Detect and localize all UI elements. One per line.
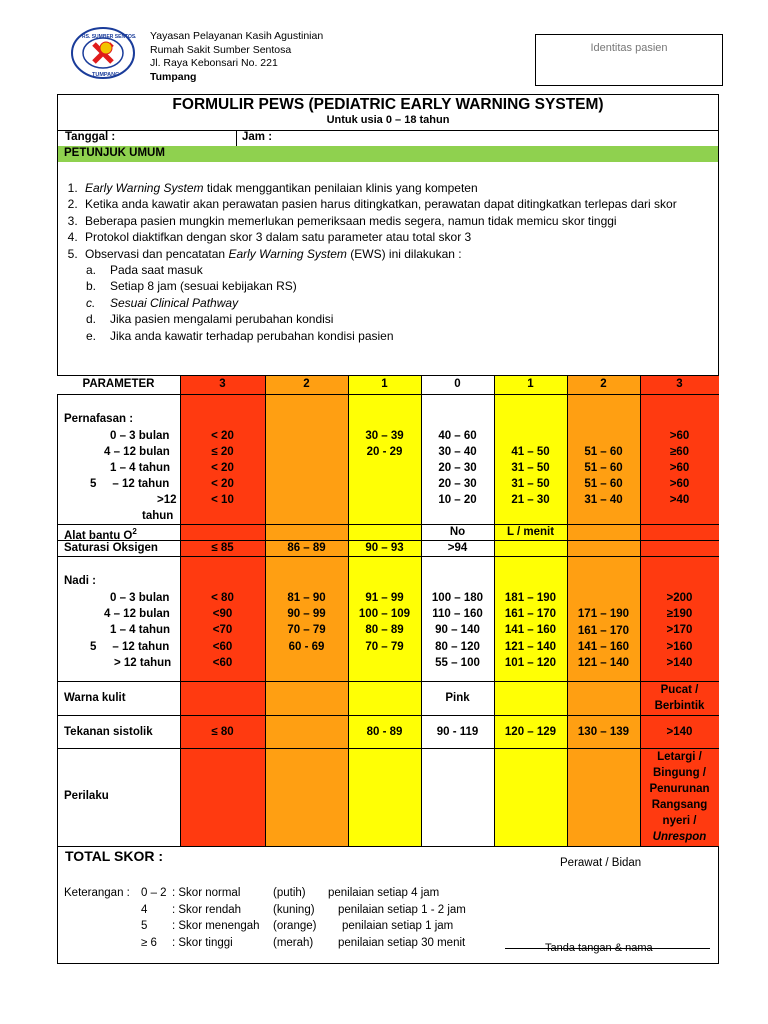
hospital-logo <box>70 26 136 80</box>
table-row-label: 4 – 12 bulan <box>104 446 170 458</box>
table-cell: < 10 <box>211 494 234 506</box>
table-cell: 21 – 30 <box>511 494 550 506</box>
table-cell: 51 – 60 <box>584 478 623 490</box>
table-header-score: 1 <box>381 378 388 390</box>
table-cell: 80 – 89 <box>365 624 404 636</box>
row-label-pernafasan: Pernafasan : <box>64 413 134 425</box>
table-row-label: >12 <box>157 494 177 506</box>
table-cell: >200 <box>666 592 693 604</box>
table-cell: 90 – 99 <box>287 608 326 620</box>
table-cell: 60 - 69 <box>288 641 325 653</box>
table-header-score: 2 <box>600 378 607 390</box>
table-cell: 30 – 39 <box>365 430 404 442</box>
patient-id-label: Identitas pasien <box>590 42 668 54</box>
row-label-nadi: Nadi : <box>64 575 96 587</box>
table-cell: 121 – 140 <box>504 641 557 653</box>
table-cell: 40 – 60 <box>438 430 477 442</box>
table-cell: >140 <box>666 726 693 738</box>
patient-id-box[interactable] <box>535 34 723 86</box>
table-cell: >60 <box>669 430 690 442</box>
org-line: Yayasan Pelayanan Kasih Agustinian <box>150 30 324 42</box>
table-cell: 80 – 120 <box>435 641 480 653</box>
table-cell: >160 <box>666 641 693 653</box>
table-header-score: 3 <box>219 378 226 390</box>
table-cell: ≤ 85 <box>211 542 234 554</box>
table-cell: 120 – 129 <box>504 726 557 738</box>
table-cell: 10 – 20 <box>438 494 477 506</box>
table-cell: < 20 <box>211 462 234 474</box>
org-line: Rumah Sakit Sumber Sentosa <box>150 43 292 56</box>
table-cell: >170 <box>666 624 693 636</box>
table-cell: ≥190 <box>666 608 693 620</box>
table-cell: 100 – 180 <box>431 592 484 604</box>
table-cell: ≤ 20 <box>211 446 234 458</box>
table-cell: < 20 <box>211 478 234 490</box>
list-item: a. Pada saat masuk <box>86 263 203 278</box>
list-item: 1. Early Warning System tidak menggantikan penilaian klinis yang kompeten <box>81 180 714 196</box>
table-cell: 31 – 50 <box>511 462 550 474</box>
list-item: c. Sesuai Clinical Pathway <box>86 295 239 310</box>
table-cell: 101 – 120 <box>504 657 557 669</box>
table-cell: 30 – 40 <box>438 446 477 458</box>
table-cell: Penurunan <box>649 783 710 795</box>
table-cell: >140 <box>666 657 693 669</box>
logo-top-text: RS. SUMBER SENTOSA <box>82 34 136 40</box>
table-cell: Letargi / <box>657 751 702 763</box>
table-cell: >60 <box>669 478 690 490</box>
table-cell: 55 – 100 <box>435 657 480 669</box>
table-header-parameter: PARAMETER <box>82 378 155 390</box>
table-cell: >94 <box>447 542 468 554</box>
nurse-label: Perawat / Bidan <box>560 857 642 869</box>
instructions-heading: PETUNJUK UMUM <box>64 147 165 159</box>
table-grid-line <box>57 748 719 749</box>
legend-colors: (putih) (kuning) (orange) (merah) <box>273 887 317 949</box>
table-cell: 91 – 99 <box>365 592 404 604</box>
table-row-label: 5 – 12 tahun <box>90 478 170 490</box>
table-cell: 171 – 190 <box>577 608 630 620</box>
table-cell: L / menit <box>506 526 555 538</box>
table-row-label: 1 – 4 tahun <box>110 462 171 474</box>
time-label: Jam : <box>242 131 273 143</box>
table-cell: 41 – 50 <box>511 446 550 458</box>
table-cell: 70 – 79 <box>365 641 404 653</box>
table-grid-line <box>57 715 719 716</box>
table-cell: 181 – 190 <box>504 592 557 604</box>
org-line: Jl. Raya Kebonsari No. 221 <box>150 57 278 69</box>
table-row-label: 5 – 12 tahun <box>90 641 170 653</box>
table-cell: 90 - 119 <box>436 726 479 738</box>
row-label-alat-bantu: Alat bantu $O^2$ <box>64 527 137 542</box>
instructions-list <box>64 180 714 344</box>
table-cell: Pucat / <box>660 684 699 696</box>
table-row-label: tahun <box>142 510 174 522</box>
table-cell: Rangsang <box>651 799 708 811</box>
row-label-saturasi: Saturasi Oksigen <box>64 542 158 554</box>
table-header-score: 1 <box>527 378 534 390</box>
org-line: Tumpang <box>150 70 197 83</box>
row-label-warna-kulit: Warna kulit <box>64 692 126 704</box>
organization-header <box>150 30 323 84</box>
table-cell: 90 – 93 <box>365 542 404 554</box>
table-cell: 110 – 160 <box>432 608 483 620</box>
table-cell: 70 – 79 <box>287 624 326 636</box>
table-cell: <70 <box>212 624 233 636</box>
table-cell: Unrespon <box>652 831 707 843</box>
total-score-label: TOTAL SKOR : <box>65 848 163 864</box>
table-cell: 51 – 60 <box>584 446 623 458</box>
list-item: e. Jika anda kawatir terhadap perubahan kondisi pasien <box>86 328 394 343</box>
table-header-score: 0 <box>454 378 461 390</box>
table-cell: <90 <box>212 608 233 620</box>
table-cell: 20 – 30 <box>438 462 477 474</box>
table-cell: 130 – 139 <box>577 726 630 738</box>
table-cell: < 80 <box>211 592 234 604</box>
table-row-label: > 12 tahun <box>114 657 172 669</box>
table-cell: Bingung / <box>652 767 706 779</box>
table-header-score: 3 <box>676 378 683 390</box>
list-item: b. Setiap 8 jam (sesuai kebijakan RS) <box>86 279 297 294</box>
table-cell: < 20 <box>211 430 234 442</box>
table-cell: 81 – 90 <box>287 592 326 604</box>
table-cell: ≤ 80 <box>211 726 234 738</box>
logo-bottom-text: TUMPANG <box>92 72 120 78</box>
table-header-score: 2 <box>303 378 310 390</box>
table-grid-line <box>57 394 719 395</box>
table-cell: 51 – 60 <box>584 462 623 474</box>
instructions-heading-bar <box>58 146 718 162</box>
table-cell: <60 <box>212 657 233 669</box>
list-item: d. Jika pasien mengalami perubahan kondisi <box>86 312 334 327</box>
table-row-label: 4 – 12 bulan <box>104 608 170 620</box>
date-label: Tanggal : <box>65 131 116 143</box>
table-row-label: 0 – 3 bulan <box>110 430 170 442</box>
list-item: 4. Protokol diaktifkan dengan skor 3 dalam satu parameter atau total skor 3 <box>81 229 714 245</box>
table-grid-line <box>57 681 719 682</box>
table-row-label: 0 – 3 bulan <box>110 592 170 604</box>
table-cell: No <box>449 526 466 538</box>
table-cell: Berbintik <box>654 700 705 712</box>
table-grid-line <box>57 130 719 131</box>
table-cell: 31 – 50 <box>511 478 550 490</box>
table-grid-line <box>57 846 719 847</box>
table-cell: >40 <box>669 494 690 506</box>
table-cell: 80 - 89 <box>366 726 403 738</box>
legend-prefix: Keterangan : <box>64 887 130 899</box>
list-item: 3. Beberapa pasien mungkin memerlukan pemeriksaan medis segera, namun tidak memicu skor tinggi <box>81 213 714 229</box>
table-cell: 31 – 40 <box>584 494 623 506</box>
list-item: 2. Ketika anda kawatir akan perawatan pasien harus ditingkatkan, perawatan dapat ditingkatkan terlepas dari skor <box>81 196 714 212</box>
table-cell: >60 <box>669 462 690 474</box>
legend-actions: penilaian setiap 4 jam penilaian setiap 1 - 2 jam penilaian setiap 1 jam penilaian setiap 30 menit <box>328 887 466 949</box>
table-cell: Pink <box>445 692 470 704</box>
legend-scores: 0 – 2 4 5 ≥ 6 <box>141 887 167 949</box>
table-cell: 86 – 89 <box>287 542 326 554</box>
list-item: 5. Observasi dan pencatatan Early Warning System (EWS) ini dilakukan : <box>81 246 714 262</box>
table-cell: 121 – 140 <box>577 657 630 669</box>
table-row-label: 1 – 4 tahun <box>110 624 171 636</box>
table-cell: 100 – 109 <box>358 608 411 620</box>
table-cell: ≥60 <box>669 446 690 458</box>
row-label-perilaku: Perilaku <box>64 790 109 802</box>
table-cell: 141 – 160 <box>577 641 630 653</box>
signature-label: Tanda tangan & nama <box>545 942 653 954</box>
row-label-tekanan: Tekanan sistolik <box>64 726 153 738</box>
table-grid-line <box>236 130 237 146</box>
form-subtitle: Untuk usia 0 – 18 tahun <box>326 114 450 126</box>
form-title: FORMULIR PEWS (PEDIATRIC EARLY WARNING SYSTEM) <box>172 96 604 113</box>
table-cell: 20 - 29 <box>366 446 403 458</box>
table-cell: <60 <box>212 641 233 653</box>
table-cell: 20 – 30 <box>438 478 477 490</box>
legend-names: : Skor normal : Skor rendah : Skor menengah : Skor tinggi <box>172 887 260 949</box>
table-cell: nyeri / <box>662 815 697 827</box>
table-cell: 141 – 160 <box>504 624 557 636</box>
table-cell: 161 – 170 <box>577 625 630 637</box>
table-cell: 90 – 140 <box>435 624 480 636</box>
table-cell: 161 – 170 <box>504 608 557 620</box>
